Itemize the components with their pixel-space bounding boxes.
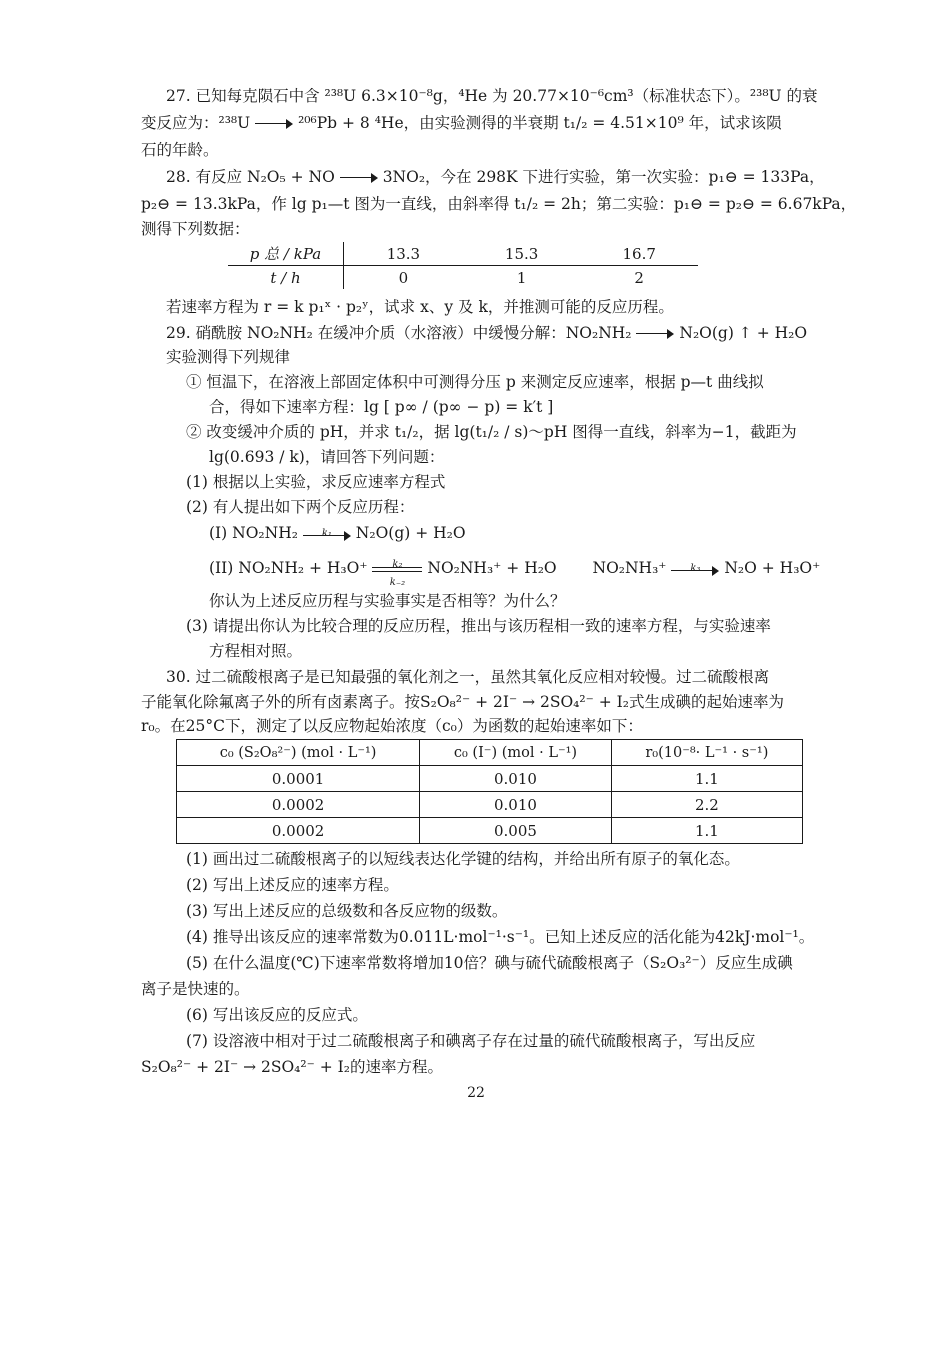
q29-line1 — [166, 322, 842, 344]
mechanism-2-reactant: (II) NO₂NH₂ + H₃O⁺ — [209, 559, 368, 577]
mechanism-3-reactant: NO₂NH₃⁺ — [592, 559, 667, 577]
q29-ask2-question: 你认为上述反应历程与实验事实是否相等？为什么？ — [209, 592, 566, 610]
q29-line1-b: N₂O(g) ↑ + H₂O — [679, 324, 808, 342]
q30-rate-table — [176, 739, 803, 844]
rate-constant-label: k₁ — [321, 528, 332, 539]
table-cell: 16.7 — [580, 242, 698, 266]
q28-line3: 测得下列数据： — [141, 220, 250, 238]
q30-q3: (3) 写出上述反应的总级数和各反应物的级数。 — [186, 902, 508, 920]
q28-line4: 若速率方程为 r = k p₁ˣ · p₂ʸ，试求 x、y 及 k，并推测可能的反应历程。 — [166, 298, 674, 316]
reaction-arrow-icon — [671, 558, 719, 580]
column-header: r₀(10⁻⁸· L⁻¹ · s⁻¹) — [611, 740, 802, 766]
q29-line1-a: 29. 硝酰胺 NO₂NH₂ 在缓冲介质（水溶液）中缓慢分解：NO₂NH₂ — [166, 324, 632, 342]
q30-line1: 30. 过二硫酸根离子是已知最强的氧化剂之一，虽然其氧化反应相对较慢。过二硫酸根离 — [166, 668, 770, 686]
table-cell: 1.1 — [611, 766, 802, 792]
q27-line1: 27. 已知每克陨石中含 ²³⁸U 6.3×10⁻⁸g，⁴He 为 20.77×10⁻⁶cm³（标准状态下）。²³⁸U 的衰 — [166, 87, 818, 105]
q30-q1: (1) 画出过二硫酸根离子的以短线表达化学键的结构，并给出所有原子的氧化态。 — [186, 850, 740, 868]
time-label: t / h — [228, 266, 344, 290]
q29-rule2-b: lg(0.693 / k)，请回答下列问题： — [209, 448, 445, 466]
table-cell: 0.0001 — [177, 766, 420, 792]
equilibrium-arrow-icon — [372, 554, 422, 588]
q27-line2-b: ²⁰⁶Pb + 8 ⁴He，由实验测得的半衰期 t₁/₂ = 4.51×10⁹ 年，试求该陨 — [298, 114, 782, 132]
rate-constant-label: k₋₂ — [389, 577, 406, 588]
column-header: c₀ (S₂O₈²⁻) (mol · L⁻¹) — [177, 740, 420, 766]
mechanism-1-product: N₂O(g) + H₂O — [355, 524, 466, 542]
q30-q2: (2) 写出上述反应的速率方程。 — [186, 876, 399, 894]
mechanism-2 — [209, 554, 885, 588]
q28-line1-a: 28. 有反应 N₂O₅ + NO — [166, 168, 335, 186]
table-cell: 0 — [398, 268, 409, 287]
mechanism-3-product: N₂O + H₃O⁺ — [724, 559, 821, 577]
table-header-row — [177, 740, 803, 766]
reaction-arrow-icon — [303, 523, 351, 545]
mechanism-1-reactant: (I) NO₂NH₂ — [209, 524, 298, 542]
table-cell: 0.010 — [420, 766, 612, 792]
table-cell: 13.3 — [344, 242, 463, 266]
q27-line3: 石的年龄。 — [141, 141, 219, 159]
q29-ask2: (2) 有人提出如下两个反应历程： — [186, 498, 415, 516]
rate-constant-label: k₂ — [392, 559, 403, 570]
q28-line2: p₂⊖ = 13.3kPa，作 lg p₁—t 图为一直线，由斜率得 t₁/₂ = 2h；第二实验：p₁⊖ = p₂⊖ = 6.67kPa， — [141, 195, 857, 213]
q29-ask3-a: (3) 请提出你认为比较合理的反应历程，推出与该历程相一致的速率方程，与实验速率 — [186, 617, 771, 635]
reaction-arrow-icon — [636, 329, 674, 339]
q30-line3: r₀。在25°C下，测定了以反应物起始浓度（c₀）为函数的起始速率如下： — [141, 717, 643, 735]
table-row — [228, 266, 698, 290]
pressure-label: p 总 / kPa — [228, 242, 344, 266]
mechanism-1 — [209, 522, 885, 545]
q28-line1 — [166, 166, 842, 188]
table-cell: 0.0002 — [177, 792, 420, 818]
table-row — [228, 242, 698, 266]
q30-q7-b: S₂O₈²⁻ + 2I⁻ → 2SO₄²⁻ + I₂的速率方程。 — [141, 1058, 443, 1076]
q28-data-table — [228, 242, 698, 289]
table-row — [177, 818, 803, 844]
table-cell: 1 — [516, 268, 527, 287]
table-cell: 0.010 — [420, 792, 612, 818]
table-cell: 0.0002 — [177, 818, 420, 844]
q30-q5-a: (5) 在什么温度(℃)下速率常数将增加10倍？碘与硫代硫酸根离子（S₂O₃²⁻）反应生成碘 — [186, 954, 793, 972]
mechanism-2-product: NO₂NH₃⁺ + H₂O — [427, 559, 557, 577]
q29-line2: 实验测得下列规律 — [166, 348, 291, 366]
q30-q5-b: 离子是快速的。 — [141, 980, 250, 998]
q30-line2: 子能氧化除氟离子外的所有卤素离子。按S₂O₈²⁻ + 2I⁻ → 2SO₄²⁻ + I₂式生成碘的起始速率为 — [141, 693, 784, 711]
q30-q4: (4) 推导出该反应的速率常数为0.011L·mol⁻¹·s⁻¹。已知上述反应的活化能为42kJ·mol⁻¹。 — [186, 928, 815, 946]
table-cell: 1.1 — [611, 818, 802, 844]
rate-constant-label: k₃ — [690, 563, 701, 574]
reaction-arrow-icon — [255, 119, 293, 129]
q29-ask3-b: 方程相对照。 — [209, 642, 303, 660]
table-row — [177, 766, 803, 792]
page-number: 22 — [467, 1085, 485, 1101]
table-row — [177, 792, 803, 818]
q30-q6: (6) 写出该反应的反应式。 — [186, 1006, 368, 1024]
table-cell: 0.005 — [420, 818, 612, 844]
q29-rule2-a: ② 改变缓冲介质的 pH，并求 t₁/₂，据 lg(t₁/₂ / s)～pH 图得一直线，斜率为−1，截距为 — [186, 423, 797, 441]
q30-q7-a: (7) 设溶液中相对于过二硫酸根离子和碘离子存在过量的硫代硫酸根离子，写出反应 — [186, 1032, 756, 1050]
q27-line2 — [141, 112, 817, 134]
q28-line1-b: 3NO₂，今在 298K 下进行实验，第一次实验：p₁⊖ = 133Pa， — [382, 168, 825, 186]
column-header: c₀ (I⁻) (mol · L⁻¹) — [420, 740, 612, 766]
q29-rule1-b: 合，得如下速率方程：lg [ p∞ / (p∞ − p) = k′t ] — [209, 398, 554, 416]
table-cell: 15.3 — [463, 242, 581, 266]
table-cell: 2.2 — [611, 792, 802, 818]
q29-ask1: (1) 根据以上实验，求反应速率方程式 — [186, 473, 446, 491]
q27-line2-a: 变反应为：²³⁸U — [141, 114, 251, 132]
table-cell: 2 — [634, 268, 644, 287]
reaction-arrow-icon — [340, 173, 378, 183]
q29-rule1-a: ① 恒温下，在溶液上部固定体积中可测得分压 p 来测定反应速率，根据 p—t 曲线拟 — [186, 373, 764, 391]
